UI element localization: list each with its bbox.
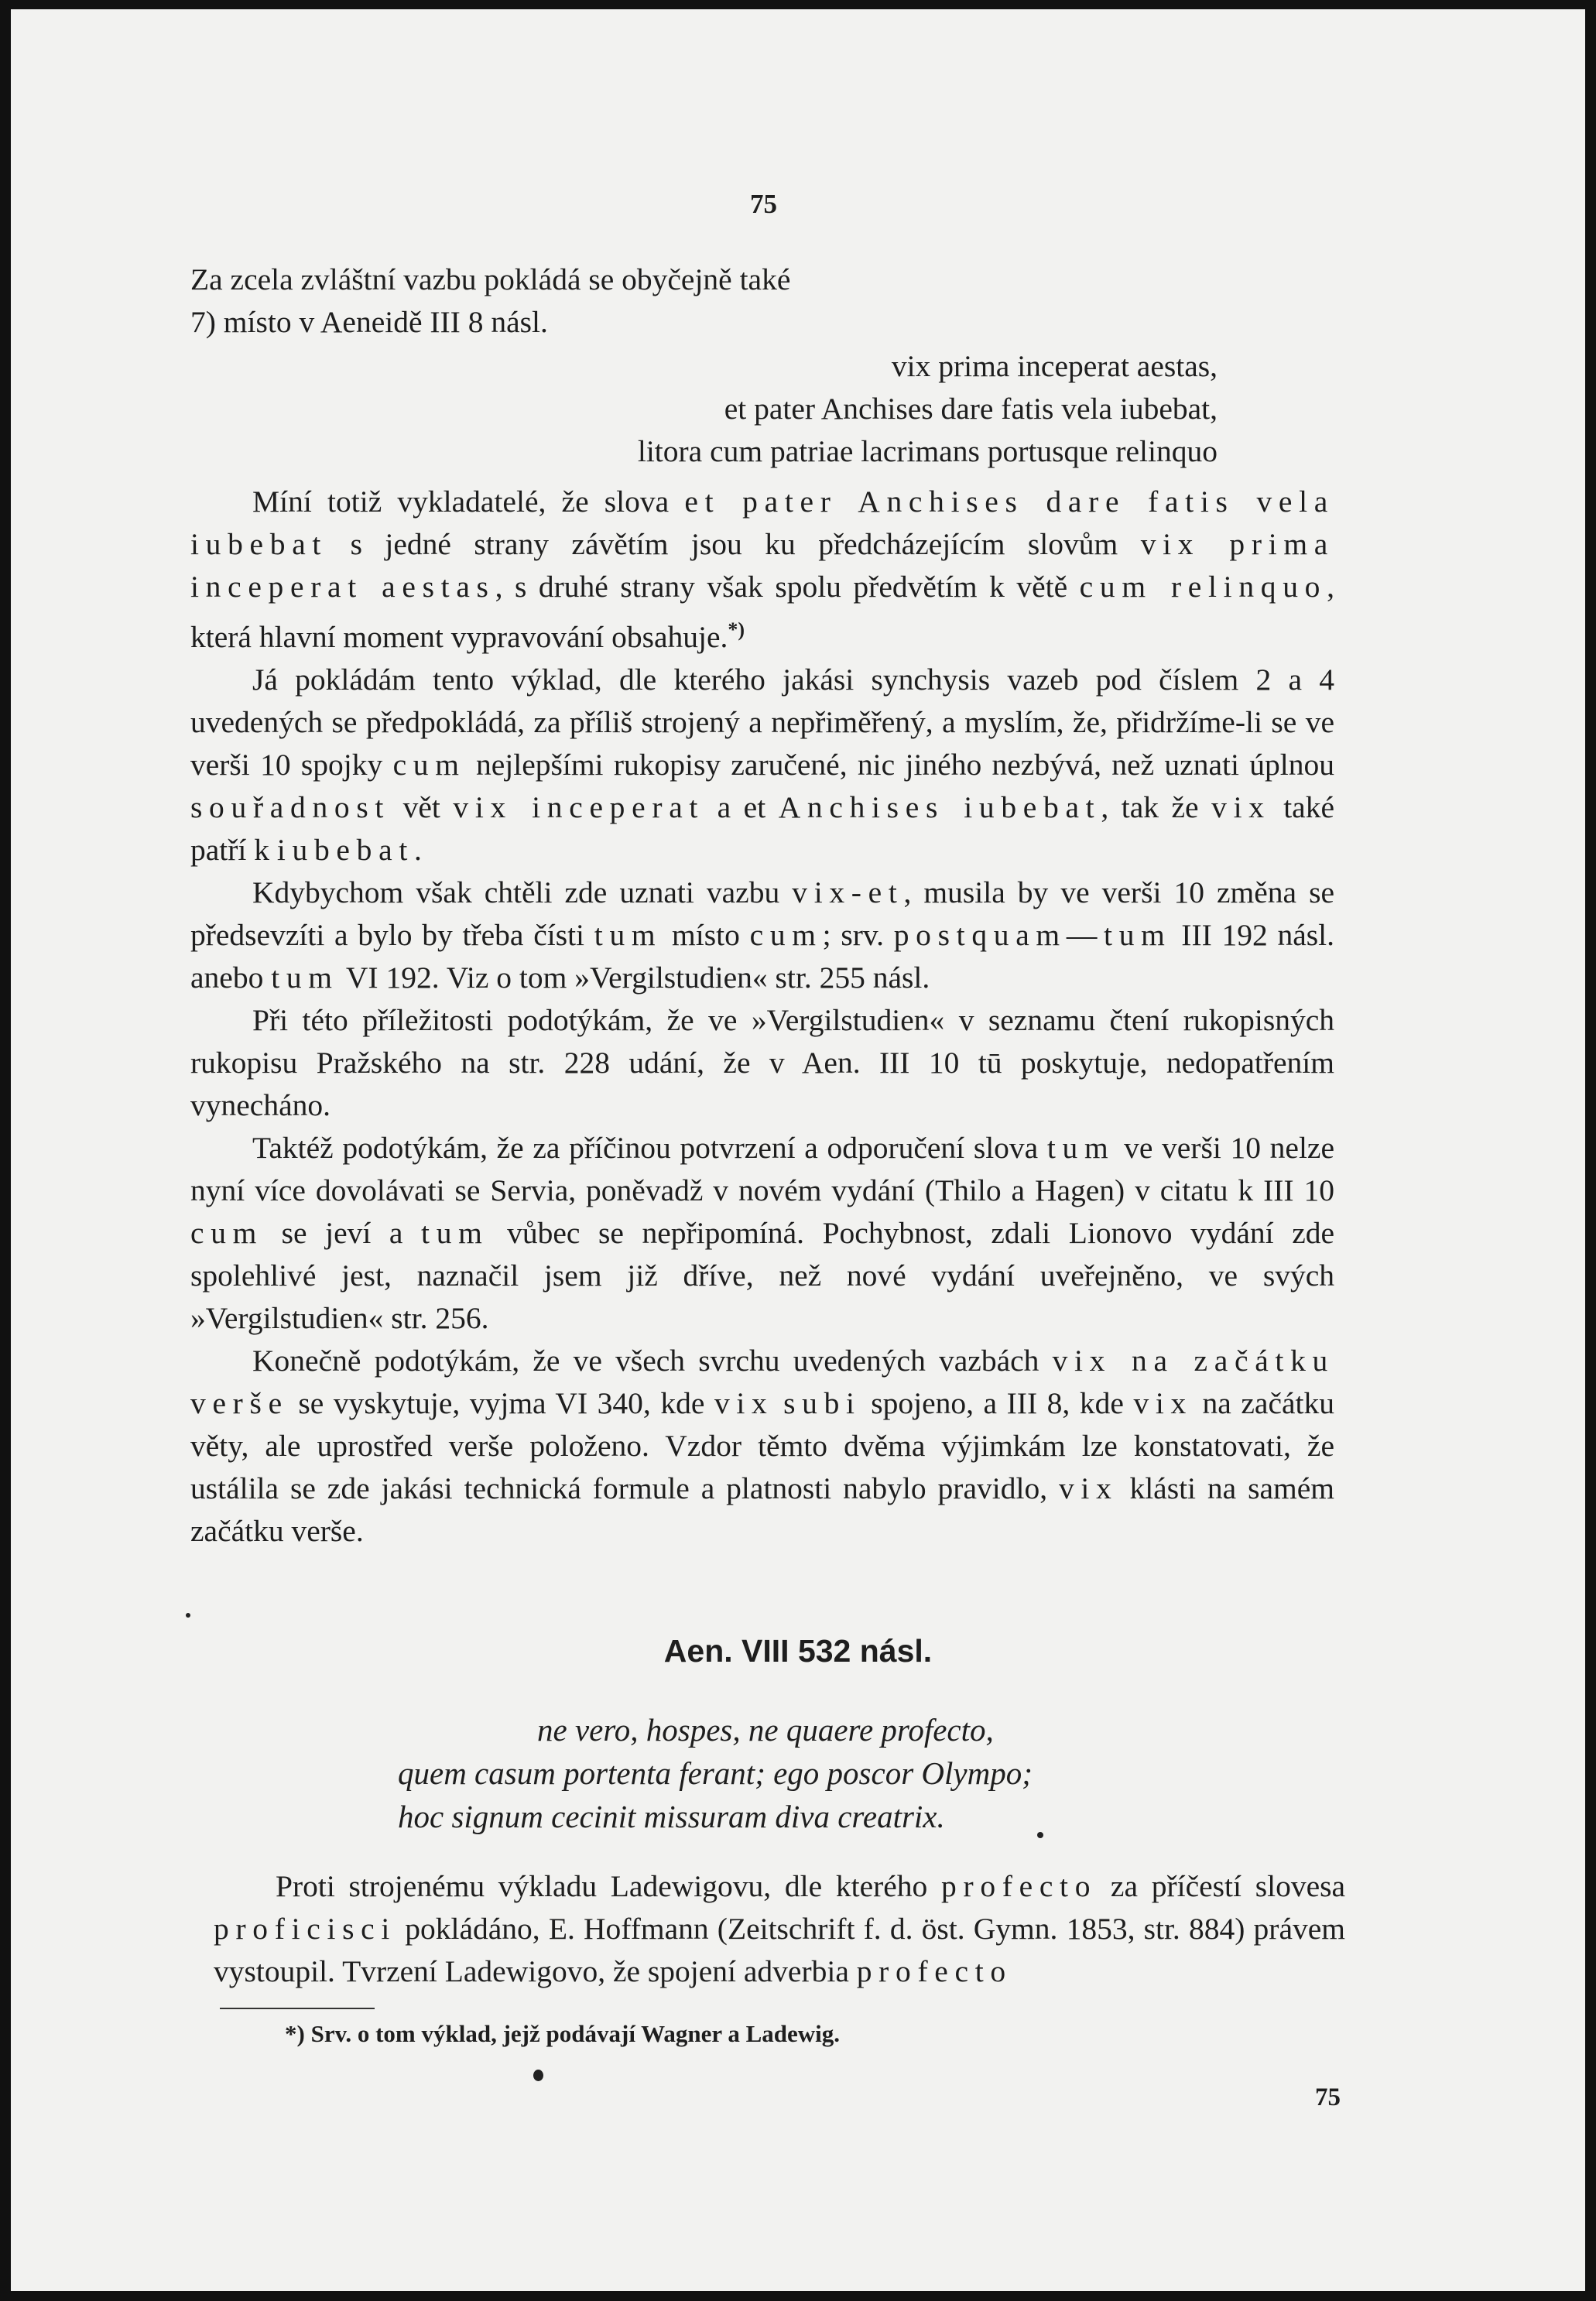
paragraph-6 <box>190 1340 1334 1553</box>
text-run: na začátku věty, ale uprostřed verše položeno. Vzdor těmto dvěma výjimkám lze konstatovati, že ustálila se zde jakási technická formule a platnosti nabylo pravidlo, <box>190 1386 1334 1506</box>
spaced-text: vix <box>714 1386 774 1421</box>
text-run: se vyskytuje, vyjma VI 340, kde <box>288 1386 714 1421</box>
text-run: Proti strojenému výkladu Ladewigovu, dle kterého <box>276 1869 942 1903</box>
text-run: Konečně podotýkám, že ve všech svrchu uvedených vazbách <box>252 1344 1053 1378</box>
text-run: s jedné strany závětím jsou ku předcházejícím slovům <box>327 527 1141 561</box>
spaced-text: vix <box>1133 1386 1193 1421</box>
text-run: klásti na samém začátku verše. <box>190 1471 1334 1549</box>
quoted-verse <box>398 1708 1249 1838</box>
ink-speck <box>186 1613 190 1618</box>
spaced-text: et pater Anchises dare fatis vela iubebat <box>190 485 1334 561</box>
page-number-top: 75 <box>750 189 777 219</box>
main-text <box>190 259 1334 1553</box>
spaced-text: vix na začátku verše <box>190 1344 1334 1421</box>
paragraph-7 <box>214 1865 1345 1993</box>
spaced-text: vix inceperat <box>453 790 705 825</box>
footnote-rule <box>220 2008 375 2009</box>
text-run: VI 192. Viz o tom »Vergilstudien« str. 255 násl. <box>338 960 930 995</box>
spaced-text: cum relinquo <box>1079 570 1327 604</box>
text-run: Já pokládám tento výklad, dle kterého jakási synchysis vazeb pod číslem 2 a 4 uvedených se předpokládá, za příliš strojený a nepřiměřený, a myslím, že, přidržíme-li se ve verši 10 spojky <box>190 663 1334 782</box>
quote-line-1: ne vero, hospes, ne quaere profecto, <box>537 1712 994 1748</box>
text-run: , musila by ve verši 10 změna se předsevzíti a bylo by třeba čísti <box>190 875 1334 953</box>
verse-line-2: et pater Anchises dare fatis vela iubebat, <box>724 392 1218 426</box>
text-run: III 192 násl. anebo <box>190 918 1335 995</box>
paragraph-4: Při této příležitosti podotýkám, že ve »Vergilstudien« v seznamu čtení rukopisných rukopisu Pražského na str. 228 udání, že v Aen. III 10 tū poskytuje, nedopatřením vynecháno. <box>190 1003 1334 1123</box>
spaced-text: tum <box>421 1216 489 1251</box>
text-run: spojeno, a III 8, kde <box>861 1386 1134 1421</box>
paragraph-1 <box>190 481 1334 659</box>
text-run: ve verši 10 nelze nyní více dovolávati se Servia, poněvadž v novém vydání (Thilo a Hagen) v citatu k III 10 <box>190 1131 1334 1208</box>
spaced-text: souřadnost <box>190 790 391 825</box>
quote-line-3: hoc signum cecinit missuram diva creatrix. <box>398 1799 945 1834</box>
text-run: , s druhé strany však spolu předvětím k větě <box>495 570 1080 604</box>
spaced-text: proficisci <box>214 1912 397 1946</box>
spaced-text: vix <box>1211 790 1271 825</box>
spaced-text: profecto <box>941 1869 1098 1903</box>
text-run: ; srv. <box>822 918 894 953</box>
intro-line-1: Za zcela zvláštní vazbu pokládá se obyčejně také <box>190 262 791 296</box>
intro-line-2: 7) místo v Aeneidě III 8 násl. <box>190 305 548 339</box>
spaced-text: cum <box>190 1216 264 1251</box>
text-run: a et <box>704 790 779 825</box>
spaced-text: profecto <box>856 1954 1012 1988</box>
spaced-text: tum <box>271 960 339 995</box>
text-run: za příčestí slovesa <box>1097 1869 1345 1903</box>
spaced-text: cum <box>392 748 466 782</box>
text-run: , která hlavní moment vypravování obsahuje. <box>190 570 1334 655</box>
spaced-text: vix-et <box>792 875 904 910</box>
verse-line-1: vix prima inceperat aestas, <box>891 349 1218 383</box>
footnote-mark: *) <box>728 618 745 641</box>
spaced-text: Anchises iubebat <box>778 790 1101 825</box>
continuation-text <box>214 1865 1345 1993</box>
text-run: Taktéž podotýkám, že za příčinou potvrzení a odporučení slova <box>252 1131 1047 1166</box>
text-run: místo <box>662 918 750 953</box>
latin-verse <box>361 345 1220 473</box>
spaced-text: tum <box>594 918 663 953</box>
spaced-text: subi <box>783 1386 861 1421</box>
text-run: nejlepšími rukopisy zaručené, nic jiného nezbývá, než uznati úplnou <box>465 748 1334 782</box>
spaced-text: vix <box>1058 1471 1118 1506</box>
ink-speck <box>1037 1832 1043 1838</box>
paragraph-2 <box>190 659 1334 871</box>
text-run: vět <box>390 790 454 825</box>
spaced-text: vix prima inceperat aestas <box>190 527 1334 604</box>
verse-line-3: litora cum patriae lacrimans portusque relinquo <box>637 434 1218 468</box>
text-run: pokládáno, E. Hoffmann (Zeitschrift f. d. öst. Gymn. 1853, str. 884) právem vystoupil. Tvrzení Ladewigovo, že spojení adverbia <box>214 1912 1345 1988</box>
ink-speck <box>533 2070 543 2081</box>
text-run: . <box>413 833 422 868</box>
paragraph-3 <box>190 871 1334 999</box>
footnote: *) Srv. o tom výklad, jejž podávají Wagner a Ladewig. <box>285 2020 841 2047</box>
spaced-text: postquam—tum <box>893 918 1172 953</box>
spaced-text: tum <box>1046 1131 1115 1166</box>
text-run: vůbec se nepřipomíná. Pochybnost, zdali Lionovo vydání zde spolehlivé jest, naznačil jsem již dříve, než nové vydání uveřejněno, ve svých »Vergilstudien« str. 256. <box>190 1216 1335 1336</box>
page-number-bottom: 75 <box>1315 2084 1341 2111</box>
text-run: Míní totiž vykladatelé, že slova <box>252 485 685 519</box>
spaced-text: iubebat <box>276 833 414 868</box>
quote-line-2: quem casum portenta ferant; ego poscor Olympo; <box>398 1755 1033 1791</box>
section-heading: Aen. VIII 532 násl. <box>663 1633 933 1669</box>
text-run: se jeví a <box>263 1216 422 1251</box>
text-run: také patří k <box>190 790 1334 868</box>
text-run: , tak že <box>1101 790 1212 825</box>
text-run <box>774 1386 784 1420</box>
scanned-page <box>11 9 1585 2291</box>
text-run: Kdybychom však chtěli zde uznati vazbu <box>252 875 793 910</box>
paragraph-5 <box>190 1127 1334 1340</box>
spaced-text: cum <box>749 918 823 953</box>
